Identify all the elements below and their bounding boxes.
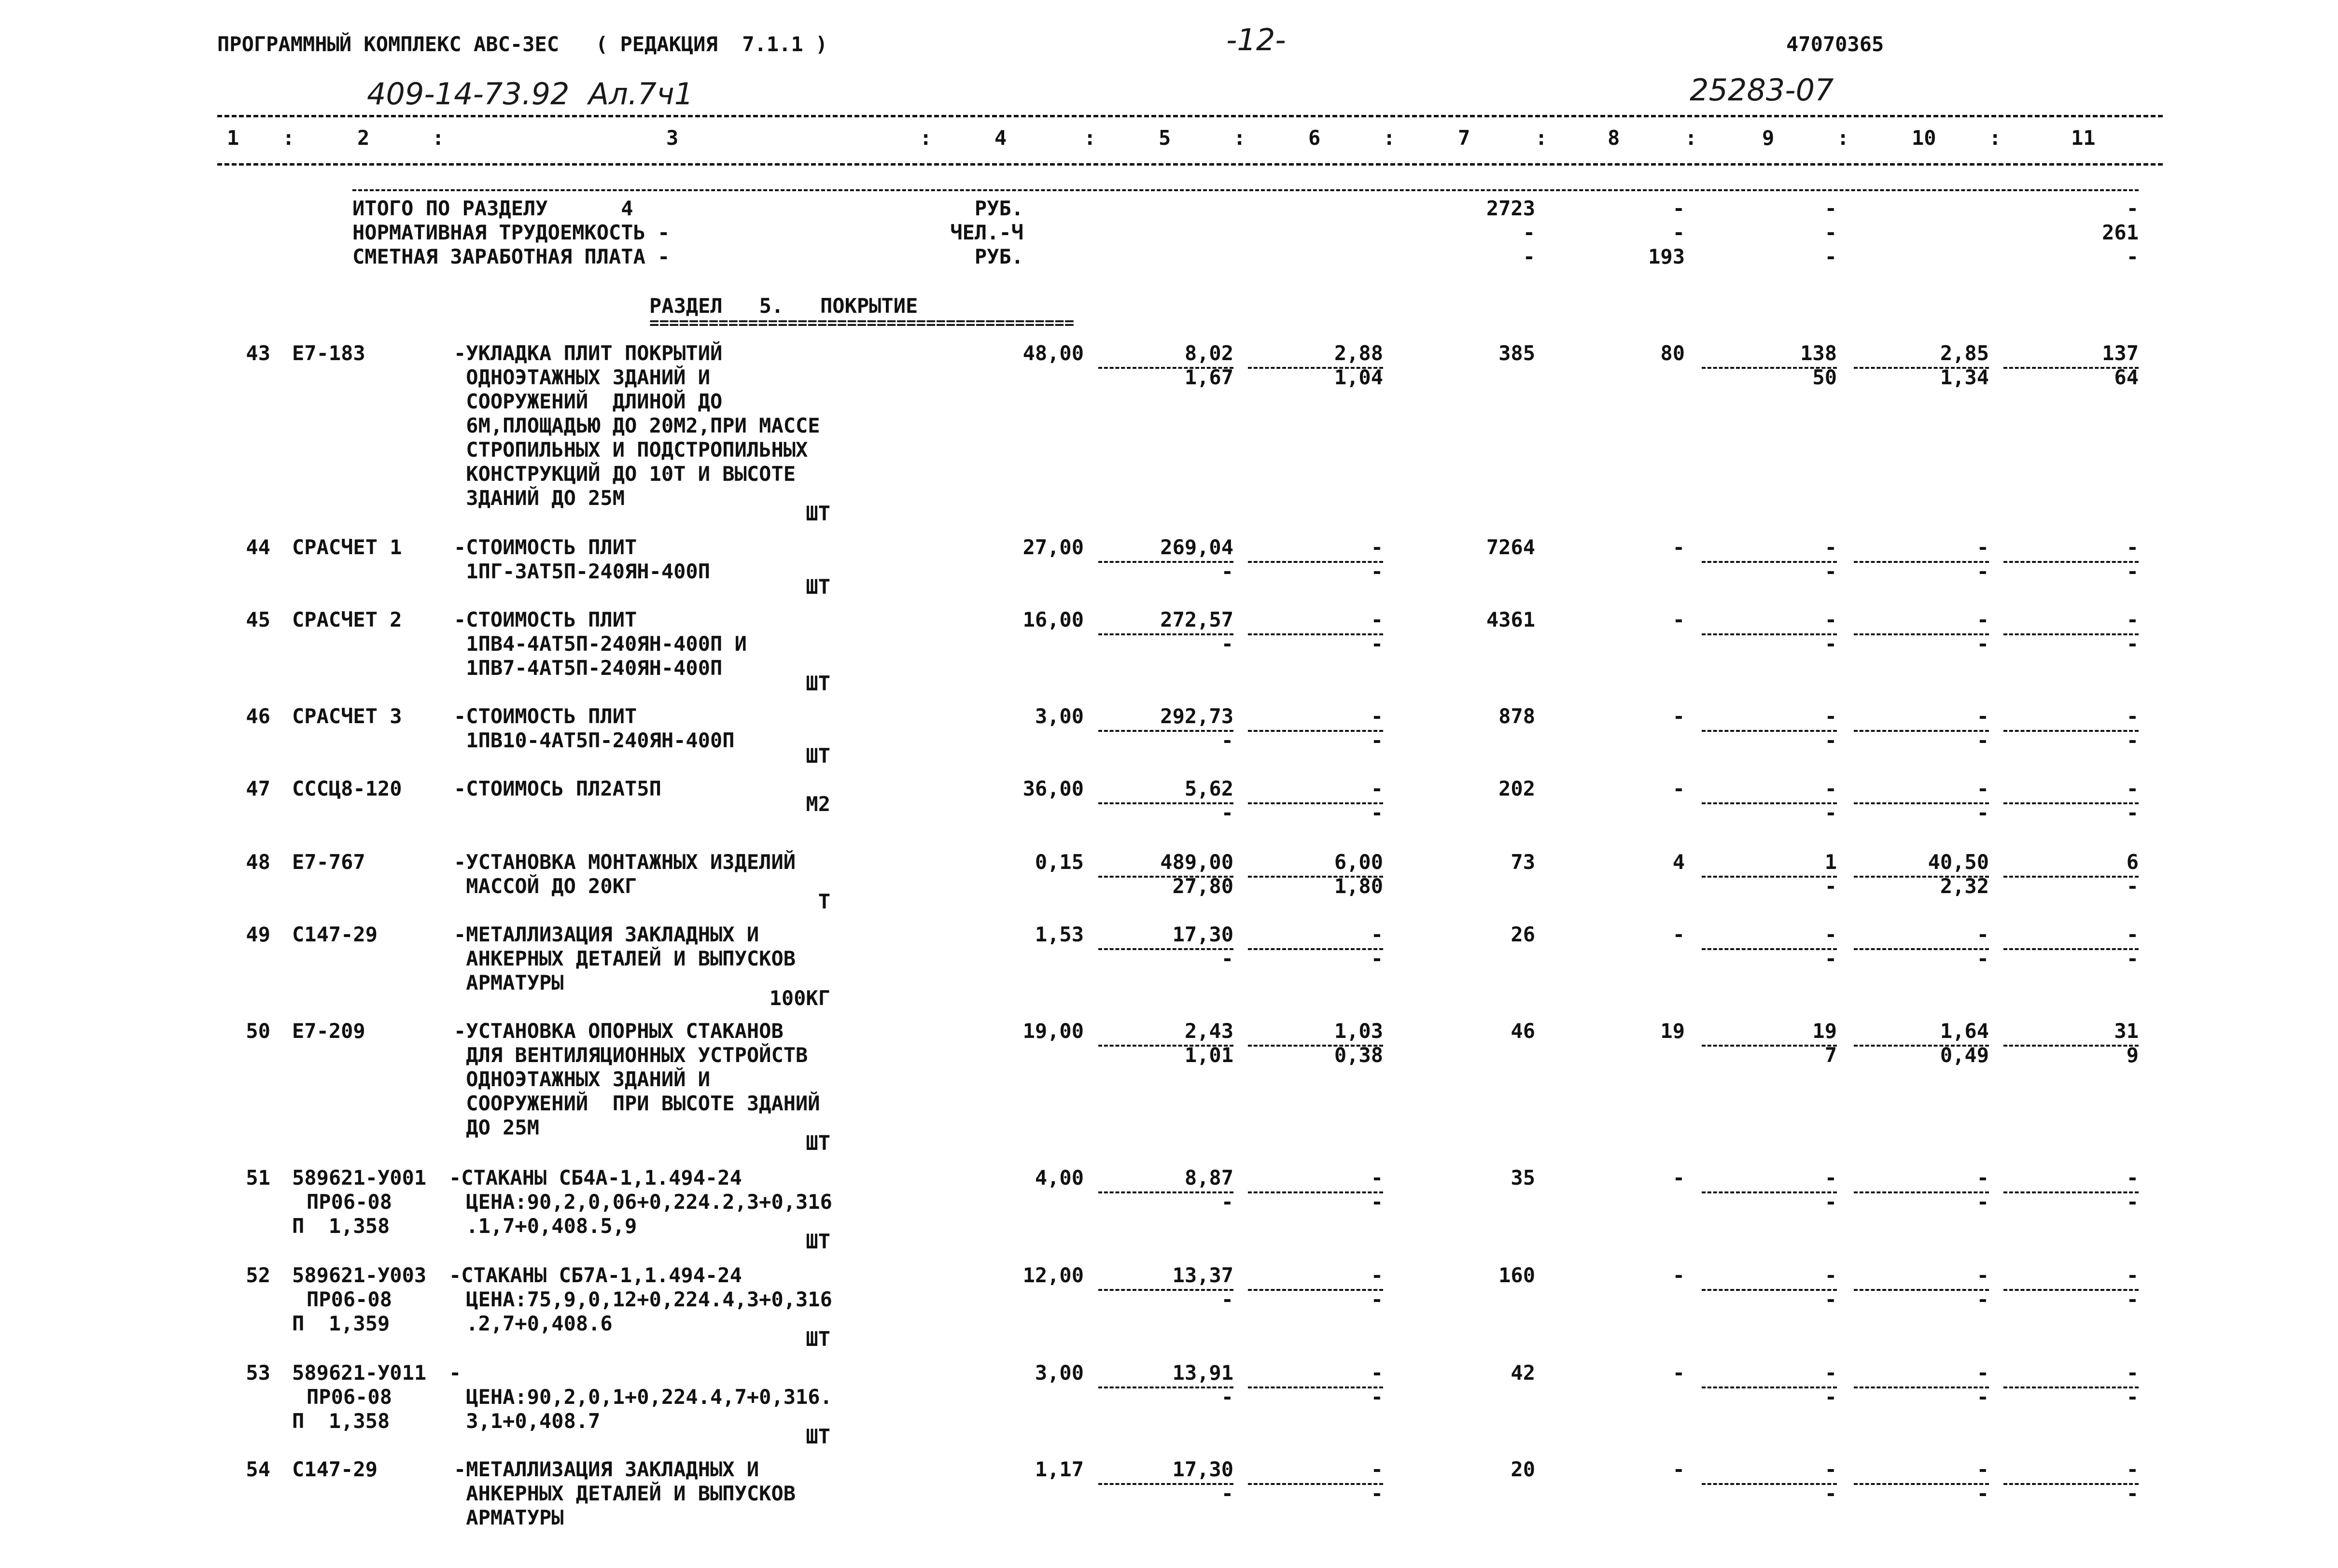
value-c10: -	[1976, 1166, 1989, 1190]
item-unit: ШТ	[806, 1131, 830, 1155]
total-unit: РУБ.	[974, 196, 1023, 220]
value-c5-wage: -	[1221, 801, 1233, 825]
item-description-line: СООРУЖЕНИЙ ПРИ ВЫСОТЕ ЗДАНИЙ	[454, 1092, 820, 1115]
value-c6: -	[1371, 1263, 1383, 1287]
item-number: 53	[246, 1361, 270, 1385]
item-description-line: -УКЛАДКА ПЛИТ ПОКРЫТИЙ	[454, 341, 723, 365]
item-code: Е7-183	[292, 341, 365, 365]
item-description-line: СТРОПИЛЬНЫХ И ПОДСТРОПИЛЬНЫХ	[454, 438, 808, 462]
handwritten-project-number: 409-14-73.92 Ал.7ч1	[367, 76, 694, 112]
value-c6-wage: -	[1371, 801, 1383, 825]
item-code: СРАСЧЕТ 1	[292, 535, 402, 559]
value-c4: 1,17	[1035, 1457, 1084, 1481]
value-c4: 4,00	[1035, 1166, 1084, 1190]
item-description-line: .2,7+0,408.6	[454, 1312, 613, 1335]
value-c10-wage: 0,49	[1940, 1043, 1989, 1067]
value-c6: -	[1371, 608, 1383, 631]
value-c10-wage: -	[1976, 947, 1989, 970]
item-unit: 100КГ	[769, 986, 830, 1010]
value-c6: -	[1371, 1457, 1383, 1481]
value-c7: 202	[1498, 777, 1535, 800]
value-c11: -	[2126, 1166, 2139, 1190]
item-description-line: -УСТАНОВКА ОПОРНЫХ СТАКАНОВ	[454, 1019, 784, 1043]
value-c7: 46	[1511, 1019, 1535, 1043]
value-c9-wage: -	[1824, 1385, 1837, 1409]
item-code: СССЦ8-120	[292, 777, 402, 800]
value-c6-wage: -	[1371, 947, 1383, 970]
value-c10: -	[1976, 1263, 1989, 1287]
value-c8: 80	[1660, 341, 1685, 365]
column-header-3: 3	[666, 126, 679, 150]
value-c4: 12,00	[1022, 1263, 1084, 1287]
item-code-ext: ПР06-08	[307, 1385, 392, 1409]
value-c7: 26	[1511, 923, 1535, 946]
value-c11-wage: -	[2126, 728, 2139, 752]
value-c11-wage: -	[2126, 947, 2139, 970]
value-c11: -	[2126, 1263, 2139, 1287]
total-label: СМЕТНАЯ ЗАРАБОТНАЯ ПЛАТА -	[352, 245, 670, 268]
value-c9-wage: -	[1824, 1288, 1837, 1311]
value-c10-wage: -	[1976, 1385, 1989, 1409]
value-c6: -	[1371, 777, 1383, 800]
column-header-1: 1	[227, 126, 239, 150]
total-label: НОРМАТИВНАЯ ТРУДОЕМКОСТЬ -	[352, 221, 670, 244]
column-separator: :	[1233, 126, 1246, 150]
value-c5: 8,87	[1184, 1166, 1233, 1190]
value-c10: 2,85	[1940, 341, 1989, 365]
value-c8: -	[1672, 1166, 1685, 1190]
value-c9: -	[1824, 1361, 1837, 1385]
value-c5-wage: 1,01	[1184, 1043, 1233, 1067]
value-c6: 2,88	[1334, 341, 1383, 365]
value-c5-wage: -	[1221, 728, 1233, 752]
item-description-line: 1ПВ4-4АТ5П-240ЯН-400П И	[454, 632, 747, 656]
item-number: 47	[246, 777, 270, 800]
value-c8: -	[1672, 1361, 1685, 1385]
value-c10: -	[1976, 535, 1989, 559]
column-header-7: 7	[1458, 126, 1470, 150]
item-description-line: -СТОИМОСТЬ ПЛИТ	[454, 608, 637, 631]
item-description-line: ЦЕНА:90,2,0,06+0,224.2,3+0,316	[454, 1190, 832, 1214]
value-c5: 8,02	[1184, 341, 1233, 365]
value-c5-wage: -	[1221, 1190, 1233, 1214]
value-c4: 1,53	[1035, 923, 1084, 946]
column-separator: :	[1084, 126, 1096, 150]
value-c9-wage: -	[1824, 632, 1837, 656]
value-c11: 31	[2114, 1019, 2139, 1043]
total-c11: -	[2126, 196, 2139, 220]
value-c9: -	[1824, 1457, 1837, 1481]
value-c6-wage: -	[1371, 560, 1383, 583]
item-description-line: 6М,ПЛОЩАДЬЮ ДО 20М2,ПРИ МАССЕ	[454, 414, 820, 437]
value-c11: -	[2126, 1361, 2139, 1385]
item-unit: ШТ	[806, 672, 830, 695]
value-c11: 137	[2102, 341, 2139, 365]
column-separator: :	[1535, 126, 1548, 150]
item-unit: Т	[818, 890, 830, 913]
item-number: 45	[246, 608, 270, 631]
item-description-line: -СТАКАНЫ СБ7А-1,1.494-24	[449, 1263, 742, 1287]
item-description-line: АНКЕРНЫХ ДЕТАЛЕЙ И ВЫПУСКОВ	[454, 1482, 796, 1505]
value-c8: -	[1672, 1457, 1685, 1481]
value-c10: -	[1976, 923, 1989, 946]
value-c9: -	[1824, 704, 1837, 728]
column-header-9: 9	[1762, 126, 1775, 150]
value-c11: -	[2126, 1457, 2139, 1481]
value-c9: 138	[1800, 341, 1837, 365]
column-separator: :	[432, 126, 445, 150]
total-c8: -	[1672, 196, 1685, 220]
value-c11-wage: -	[2126, 1190, 2139, 1214]
item-description-line: ЗДАНИЙ ДО 25М	[454, 486, 625, 510]
item-description-line: 1ПВ7-4АТ5П-240ЯН-400П	[454, 656, 723, 680]
item-code: С147-29	[292, 923, 378, 946]
item-code-ext: ПР06-08	[307, 1190, 392, 1214]
value-c7: 35	[1511, 1166, 1535, 1190]
value-c7: 42	[1511, 1361, 1535, 1385]
item-description-line: АРМАТУРЫ	[454, 971, 564, 994]
item-description-line: -СТОИМОСЬ ПЛ2АТ5П	[454, 777, 661, 800]
value-c9-wage: -	[1824, 874, 1837, 898]
value-c10-wage: -	[1976, 801, 1989, 825]
value-c4: 36,00	[1022, 777, 1084, 800]
value-c5: 13,37	[1172, 1263, 1233, 1287]
value-c6: -	[1371, 1166, 1383, 1190]
item-description-line: ОДНОЭТАЖНЫХ ЗДАНИЙ И	[454, 1067, 711, 1091]
column-header-8: 8	[1608, 126, 1620, 150]
total-c7: -	[1523, 245, 1535, 268]
value-c4: 3,00	[1035, 704, 1084, 728]
value-c11-wage: -	[2126, 1482, 2139, 1505]
total-c8: -	[1672, 221, 1685, 244]
value-c6: -	[1371, 535, 1383, 559]
value-c4: 48,00	[1022, 341, 1084, 365]
value-c11-wage: -	[2126, 560, 2139, 583]
column-header-6: 6	[1308, 126, 1321, 150]
item-description-line: ЦЕНА:90,2,0,1+0,224.4,7+0,316.	[454, 1385, 832, 1409]
item-description-line: -	[449, 1361, 462, 1385]
item-unit: ШТ	[806, 575, 830, 599]
value-c8: -	[1672, 923, 1685, 946]
value-c11-wage: 64	[2114, 365, 2139, 389]
value-c9: 19	[1812, 1019, 1837, 1043]
value-c9-wage: -	[1824, 1190, 1837, 1214]
total-c11: -	[2126, 245, 2139, 268]
item-unit: М2	[806, 792, 830, 816]
item-unit: ШТ	[806, 1425, 830, 1448]
item-unit: ШТ	[806, 744, 830, 768]
value-c7: 385	[1498, 341, 1535, 365]
item-code: 589621-У011	[292, 1361, 427, 1385]
value-c11-wage: -	[2126, 1288, 2139, 1311]
value-c9: -	[1824, 923, 1837, 946]
value-c9: -	[1824, 535, 1837, 559]
value-c11: -	[2126, 777, 2139, 800]
value-c9-wage: -	[1824, 1482, 1837, 1505]
value-c4: 27,00	[1022, 535, 1084, 559]
item-code: 589621-У003	[292, 1263, 427, 1287]
value-c6-wage: 1,04	[1334, 365, 1383, 389]
item-description-line: СООРУЖЕНИЙ ДЛИНОЙ ДО	[454, 390, 723, 413]
item-description-line: -СТОИМОСТЬ ПЛИТ	[454, 535, 637, 559]
item-number: 46	[246, 704, 270, 728]
total-c9: -	[1824, 221, 1837, 244]
value-c11-wage: -	[2126, 874, 2139, 898]
program-header: ПРОГРАММНЫЙ КОМПЛЕКС АВС-3ЕС ( РЕДАКЦИЯ 7.1.1 )	[217, 32, 828, 56]
column-header-2: 2	[357, 126, 370, 150]
value-c5: 269,04	[1160, 535, 1233, 559]
value-c5-wage: -	[1221, 947, 1233, 970]
value-c5-wage: -	[1221, 1288, 1233, 1311]
value-c5: 489,00	[1160, 850, 1233, 874]
item-description-line: -МЕТАЛЛИЗАЦИЯ ЗАКЛАДНЫХ И	[454, 923, 759, 946]
item-code: Е7-209	[292, 1019, 365, 1043]
value-c6-wage: 0,38	[1334, 1043, 1383, 1067]
item-unit: ШТ	[806, 1327, 830, 1351]
item-code: Е7-767	[292, 850, 365, 874]
value-c6: -	[1371, 923, 1383, 946]
value-c7: 160	[1498, 1263, 1535, 1287]
value-c10-wage: 2,32	[1940, 874, 1989, 898]
value-c10: 1,64	[1940, 1019, 1989, 1043]
value-c6: 1,03	[1334, 1019, 1383, 1043]
value-c9-wage: -	[1824, 560, 1837, 583]
item-code-ext: ПР06-08	[307, 1288, 392, 1311]
value-c11-wage: -	[2126, 1385, 2139, 1409]
total-rule	[352, 189, 2139, 191]
value-c5: 17,30	[1172, 923, 1233, 946]
value-c10-wage: -	[1976, 1482, 1989, 1505]
item-code-coef: П 1,359	[292, 1312, 390, 1335]
item-number: 44	[246, 535, 270, 559]
section-title: РАЗДЕЛ 5. ПОКРЫТИЕ	[649, 294, 918, 318]
value-c8: -	[1672, 535, 1685, 559]
item-description-line: МАССОЙ ДО 20КГ	[454, 874, 637, 898]
value-c8: 4	[1672, 850, 1685, 874]
total-label: ИТОГО ПО РАЗДЕЛУ 4	[352, 196, 633, 220]
value-c9-wage: -	[1824, 801, 1837, 825]
item-unit: ШТ	[806, 1230, 830, 1253]
value-c10-wage: -	[1976, 632, 1989, 656]
item-description-line: ОДНОЭТАЖНЫХ ЗДАНИЙ И	[454, 365, 711, 389]
value-c9: -	[1824, 1166, 1837, 1190]
document-code: 47070365	[1786, 32, 1884, 56]
value-c10-wage: -	[1976, 560, 1989, 583]
item-description-line: -МЕТАЛЛИЗАЦИЯ ЗАКЛАДНЫХ И	[454, 1457, 759, 1481]
value-c7: 20	[1511, 1457, 1535, 1481]
column-separator: :	[1383, 126, 1396, 150]
value-c10-wage: -	[1976, 728, 1989, 752]
value-c4: 0,15	[1035, 850, 1084, 874]
value-c9: -	[1824, 777, 1837, 800]
total-c7: 2723	[1486, 196, 1535, 220]
item-description-line: ДЛЯ ВЕНТИЛЯЦИОННЫХ УСТРОЙСТВ	[454, 1043, 808, 1067]
value-c9-wage: 7	[1824, 1043, 1837, 1067]
column-separator: :	[920, 126, 932, 150]
value-c8: -	[1672, 608, 1685, 631]
value-c5-wage: -	[1221, 1385, 1233, 1409]
item-description-line: АРМАТУРЫ	[454, 1506, 564, 1529]
column-header-4: 4	[994, 126, 1007, 150]
value-c6: -	[1371, 1361, 1383, 1385]
value-c5: 2,43	[1184, 1019, 1233, 1043]
item-unit: ШТ	[806, 502, 830, 525]
value-c5-wage: 27,80	[1172, 874, 1233, 898]
value-c5: 17,30	[1172, 1457, 1233, 1481]
item-description-line: -СТОИМОСТЬ ПЛИТ	[454, 704, 637, 728]
item-number: 51	[246, 1166, 270, 1190]
value-c10: -	[1976, 704, 1989, 728]
value-c5-wage: 1,67	[1184, 365, 1233, 389]
value-c10: -	[1976, 1361, 1989, 1385]
value-c10-wage: -	[1976, 1190, 1989, 1214]
item-code: СРАСЧЕТ 2	[292, 608, 402, 631]
value-c6-wage: -	[1371, 1190, 1383, 1214]
value-c9: -	[1824, 1263, 1837, 1287]
item-number: 48	[246, 850, 270, 874]
item-code: СРАСЧЕТ 3	[292, 704, 402, 728]
value-c11: -	[2126, 923, 2139, 946]
page-number: -12-	[1226, 22, 1286, 57]
value-c4: 3,00	[1035, 1361, 1084, 1385]
value-c11-wage: -	[2126, 632, 2139, 656]
value-c9-wage: 50	[1812, 365, 1837, 389]
value-c11: -	[2126, 608, 2139, 631]
value-c8: 19	[1660, 1019, 1685, 1043]
item-description-line: ДО 25М	[454, 1116, 540, 1139]
item-description-line: АНКЕРНЫХ ДЕТАЛЕЙ И ВЫПУСКОВ	[454, 947, 796, 970]
value-c8: -	[1672, 1263, 1685, 1287]
total-c9: -	[1824, 196, 1837, 220]
value-c4: 16,00	[1022, 608, 1084, 631]
item-description-line: .1,7+0,408.5,9	[454, 1214, 637, 1238]
value-c6-wage: -	[1371, 1482, 1383, 1505]
value-c9: -	[1824, 608, 1837, 631]
total-unit: РУБ.	[974, 245, 1023, 268]
total-c8: 193	[1648, 245, 1685, 268]
column-header-11: 11	[2071, 126, 2096, 150]
value-c10-wage: 1,34	[1940, 365, 1989, 389]
column-separator: :	[1685, 126, 1697, 150]
item-number: 43	[246, 341, 270, 365]
value-c5: 13,91	[1172, 1361, 1233, 1385]
value-c7: 73	[1511, 850, 1535, 874]
item-description-line: ЦЕНА:75,9,0,12+0,224.4,3+0,316	[454, 1288, 832, 1311]
item-description-line: -СТАКАНЫ СБ4А-1,1.494-24	[449, 1166, 742, 1190]
value-c10: -	[1976, 608, 1989, 631]
value-c6-wage: -	[1371, 1288, 1383, 1311]
value-c9: 1	[1824, 850, 1837, 874]
column-header-5: 5	[1159, 126, 1171, 150]
value-c10: -	[1976, 777, 1989, 800]
column-header-10: 10	[1912, 126, 1936, 150]
value-c5: 272,57	[1160, 608, 1233, 631]
value-c11-wage: -	[2126, 801, 2139, 825]
value-c11: -	[2126, 535, 2139, 559]
item-code: 589621-У001	[292, 1166, 427, 1190]
value-c6-wage: 1,80	[1334, 874, 1383, 898]
value-c4: 19,00	[1022, 1019, 1084, 1043]
column-separator: :	[1837, 126, 1849, 150]
value-c8: -	[1672, 704, 1685, 728]
value-c11: 6	[2126, 850, 2139, 874]
value-c8: -	[1672, 777, 1685, 800]
item-description-line: 3,1+0,408.7	[454, 1409, 601, 1433]
value-c6-wage: -	[1371, 728, 1383, 752]
section-underline: ===========================================	[649, 313, 1075, 333]
item-description-line: 1ПГ-3АТ5П-240ЯН-400П	[454, 560, 711, 583]
item-number: 49	[246, 923, 270, 946]
item-code-coef: П 1,358	[292, 1409, 390, 1433]
value-c10-wage: -	[1976, 1288, 1989, 1311]
value-c9-wage: -	[1824, 947, 1837, 970]
item-number: 50	[246, 1019, 270, 1043]
item-code-coef: П 1,358	[292, 1214, 390, 1238]
total-c9: -	[1824, 245, 1837, 268]
value-c6-wage: -	[1371, 1385, 1383, 1409]
value-c5-wage: -	[1221, 560, 1233, 583]
item-description-line: -УСТАНОВКА МОНТАЖНЫХ ИЗДЕЛИЙ	[454, 850, 796, 874]
handwritten-archive-number: 25283-07	[1690, 72, 1834, 108]
value-c7: 878	[1498, 704, 1535, 728]
item-description-line: КОНСТРУКЦИЙ ДО 10Т И ВЫСОТЕ	[454, 462, 796, 486]
item-number: 54	[246, 1457, 270, 1481]
value-c6: 6,00	[1334, 850, 1383, 874]
item-code: С147-29	[292, 1457, 378, 1481]
item-number: 52	[246, 1263, 270, 1287]
value-c5-wage: -	[1221, 632, 1233, 656]
total-unit: ЧЕЛ.-Ч	[950, 221, 1023, 244]
value-c5: 292,73	[1160, 704, 1233, 728]
value-c7: 4361	[1486, 608, 1535, 631]
column-separator: :	[282, 126, 295, 150]
value-c6: -	[1371, 704, 1383, 728]
value-c5-wage: -	[1221, 1482, 1233, 1505]
value-c9-wage: -	[1824, 728, 1837, 752]
value-c5: 5,62	[1184, 777, 1233, 800]
value-c10: 40,50	[1928, 850, 1989, 874]
total-c7: -	[1523, 221, 1535, 244]
total-c11: 261	[2102, 221, 2139, 244]
value-c11: -	[2126, 704, 2139, 728]
column-separator: :	[1989, 126, 2002, 150]
value-c7: 7264	[1486, 535, 1535, 559]
item-description-line: 1ПВ10-4АТ5П-240ЯН-400П	[454, 728, 735, 752]
value-c6-wage: -	[1371, 632, 1383, 656]
value-c10: -	[1976, 1457, 1989, 1481]
value-c11-wage: 9	[2126, 1043, 2139, 1067]
